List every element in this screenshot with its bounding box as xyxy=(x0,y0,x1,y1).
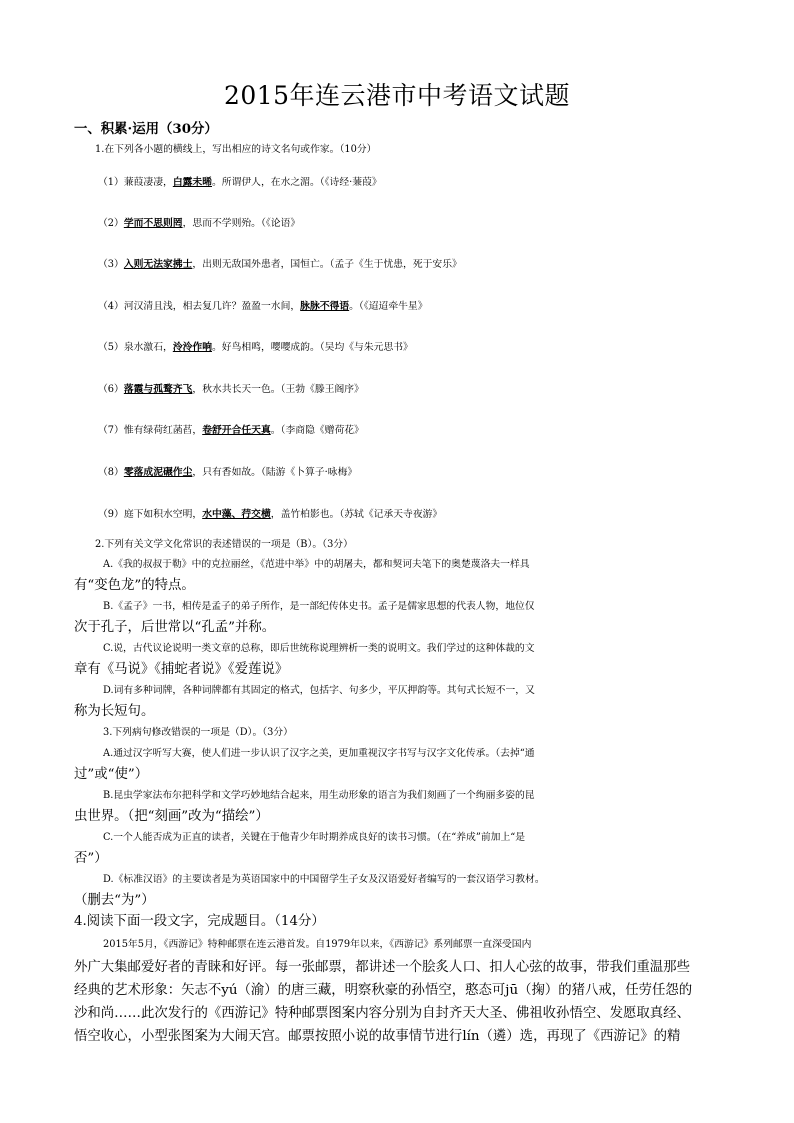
q3-option-line: 否”） xyxy=(74,851,108,866)
answer-text: 白露未晞 xyxy=(172,177,212,188)
answer-text: 脉脉不得语 xyxy=(300,301,350,312)
answer-text: 卷舒开合任天真 xyxy=(202,425,271,436)
answer-text: 入则无法家拂士 xyxy=(123,259,193,270)
q3-option-line: 虫世界。（把“刻画”改为“描绘”） xyxy=(74,809,269,824)
answer-text: 零落成泥碾作尘 xyxy=(123,467,193,478)
question-3-stem: 3.下列病句修改错误的一项是（D）。（3分） xyxy=(103,727,293,738)
q2-option-line: 称为长短句。 xyxy=(74,704,155,719)
q2-option-line: B.《孟子》一书，相传是孟子的弟子所作，是一部纪传体史书。孟子是儒家思想的代表人物，地位仅 xyxy=(103,601,535,612)
q3-option-line: 过”或“使”） xyxy=(74,767,149,782)
q3-option-line: D.《标准汉语》的主要读者是为英语国家中的中国留学生子女及汉语爱好者编写的一套汉语学习教材。 xyxy=(103,874,545,885)
question-1-stem: 1.在下列各小题的横线上，写出相应的诗文名句或作家。（10分） xyxy=(95,144,377,155)
q2-option-line: D.词有多种词牌，各种词牌都有其固定的格式，包括字、句多少，平仄押韵等。其句式长短不一，又 xyxy=(103,685,535,696)
question-4-stem: 4.阅读下面一段文字，完成题目。（14分） xyxy=(74,914,325,929)
answer-text: 泠泠作响 xyxy=(172,342,212,353)
q3-option-line: （删去“为”） xyxy=(74,893,155,908)
q3-option-line: B.昆虫学家法布尔把科学和文学巧妙地结合起来，用生动形象的语言为我们刻画了一个绚丽多姿的昆 xyxy=(103,790,535,801)
q4-passage-line: 悟空收心，小型张图案为大闹天宫。邮票按照小说的故事情节进行lín（遴）选，再现了《西游记》的精 xyxy=(74,1029,681,1044)
q4-passage-line: 沙和尚……此次发行的《西游记》特种邮票图案内容分别为自封齐天大圣、佛祖收孙悟空、发愿取真经、 xyxy=(74,1006,690,1021)
q1-item-5: （5）泉水激石，泠泠作响。好鸟相鸣，嘤嘤成韵。（吴均《与朱元思书》 xyxy=(98,342,413,353)
q1-item-3: （3）入则无法家拂士，出则无敌国外患者，国恒亡。（孟子《生于忧患，死于安乐》 xyxy=(98,259,462,270)
page-title: 2015年连云港市中考语文试题 xyxy=(223,81,571,110)
q2-option-line: 有“变色龙”的特点。 xyxy=(74,578,195,593)
answer-text: 落霞与孤鹜齐飞 xyxy=(123,384,193,395)
q2-option-line: C.说，古代议论说明一类文章的总称，即后世统称说理辨析一类的说明文。我们学过的这种体裁的文 xyxy=(103,643,535,654)
question-2-stem: 2.下列有关文学文化常识的表述错误的一项是（B）。（3分） xyxy=(95,539,353,550)
q2-option-line: 章有《马说》《捕蛇者说》《爱莲说》 xyxy=(74,662,289,677)
q3-option-line: A.通过汉字听写大赛，使人们进一步认识了汉字之美，更加重视汉字书写与汉字文化传承。（去掉“通 xyxy=(103,748,535,759)
q3-option-line: C.一个人能否成为正直的读者，关键在于他青少年时期养成良好的读书习惯。（在“养成”前加上“是 xyxy=(103,832,526,843)
q1-item-7: （7）惟有绿荷红菡萏，卷舒开合任天真。（李商隐《赠荷花》 xyxy=(98,425,364,436)
q1-item-2: （2）学而不思则罔，思而不学则殆。（《论语》 xyxy=(98,218,301,229)
q1-item-9: （9）庭下如积水空明，水中藻、荇交横，盖竹柏影也。（苏轼《记承天寺夜游》 xyxy=(98,509,443,520)
q4-passage-line: 2015年5月，《西游记》特种邮票在连云港首发。自1979年以来，《西游记》系列邮票一直深受国内 xyxy=(103,939,532,950)
q1-item-1: （1）蒹葭凄凄，白露未晞。所谓伊人，在水之湄。（《诗经·蒹葭》 xyxy=(98,177,382,188)
answer-text: 水中藻、荇交横 xyxy=(202,509,271,520)
answer-text: 学而不思则罔 xyxy=(123,218,183,229)
section-heading: 一、积累·运用（30分） xyxy=(74,121,218,137)
q1-item-6: （6）落霞与孤鹜齐飞，秋水共长天一色。（王勃《滕王阁序》 xyxy=(98,384,364,395)
q4-passage-line: 经典的艺术形象：矢志不yú（渝）的唐三藏，明察秋豪的孙悟空，憨态可jū（掬）的猪八戒，任劳任怨的 xyxy=(74,983,693,998)
q2-option-line: A.《我的叔叔于勒》中的克拉丽丝，《范进中举》中的胡屠夫，都和契诃夫笔下的奥楚蔑洛夫一样具 xyxy=(103,559,530,570)
q4-passage-line: 外广大集邮爱好者的青睐和好评。每一张邮票，都讲述一个脍炙人口、扣人心弦的故事，带我们重温那些 xyxy=(74,960,690,975)
q1-item-8: （8）零落成泥碾作尘，只有香如故。（陆游《卜算子·咏梅》 xyxy=(98,467,358,478)
q1-item-4: （4）河汉清且浅，相去复几许？盈盈一水间，脉脉不得语。（《迢迢牵牛星》 xyxy=(98,301,428,312)
q2-option-line: 次于孔子，后世常以“孔孟”并称。 xyxy=(74,620,276,635)
